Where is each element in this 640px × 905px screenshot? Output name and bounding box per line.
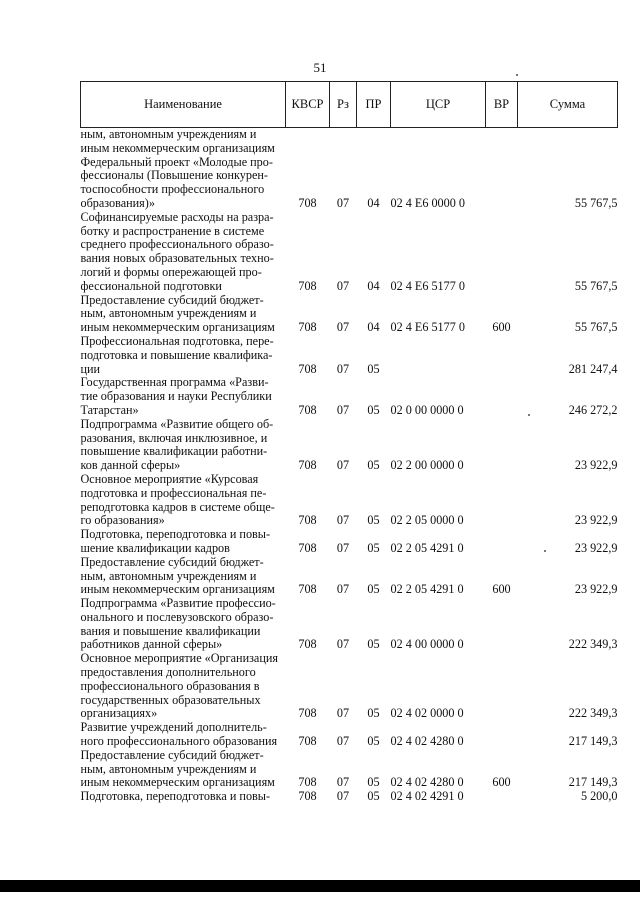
cell-name-line: Предоставление субсидий бюджет- [80, 554, 264, 569]
header-row [81, 82, 618, 128]
cell-name [81, 556, 286, 597]
cell-sum: 55 767,5 [574, 278, 618, 293]
cell-name-line: фессионалы (Повышение конкурен- [80, 168, 268, 183]
cell-pr: 05 [367, 361, 380, 376]
cell-pr [357, 128, 391, 156]
cell-sum: 23 922,9 [574, 582, 618, 597]
cell-kvsr: 708 [298, 540, 317, 555]
cell-name-line: Развитие учреждений дополнитель- [80, 720, 267, 735]
cell-name-line: Софинансируемые расходы на разра- [80, 209, 274, 224]
cell-name [81, 418, 286, 473]
cell-name-line: подготовка и повышение квалифика- [80, 347, 273, 362]
table-row [81, 128, 618, 156]
cell-name-line: ным, автономным учреждениям и [80, 761, 257, 776]
cell-csr: 02 4 02 4280 0 [390, 734, 464, 749]
cell-vr: 600 [492, 320, 511, 335]
cell-kvsr: 708 [298, 320, 317, 335]
table-row [81, 556, 618, 597]
cell-name-line: ного профессионального образования [80, 734, 278, 749]
cell-name [81, 294, 286, 335]
table-row [81, 376, 618, 417]
cell-name-line: повышение квалификации работни- [80, 444, 268, 459]
cell-name-line: Подготовка, переподготовка и повы- [80, 789, 271, 804]
cell-name-line: логий и формы опережающей про- [80, 264, 262, 279]
column-header-kvsr: КВСР [286, 82, 330, 128]
cell-rz: 07 [336, 540, 350, 555]
table-body [81, 128, 618, 805]
cell-kvsr: 708 [298, 775, 317, 790]
cell-pr: 04 [367, 278, 380, 293]
cell-pr: 05 [367, 637, 380, 652]
table-row [81, 418, 618, 473]
cell-name [81, 128, 286, 156]
cell-name [81, 156, 286, 211]
table-row [81, 528, 618, 556]
cell-vr [486, 376, 518, 417]
cell-name-line: ботку и распространение в системе [80, 223, 265, 238]
cell-name-line: ным, автономным учреждениям и [80, 306, 257, 321]
cell-kvsr [286, 128, 330, 156]
cell-sum: 23 922,9 [574, 458, 618, 473]
table-row [81, 294, 618, 335]
cell-name [81, 528, 286, 556]
cell-kvsr: 708 [298, 706, 317, 721]
cell-vr: 600 [492, 582, 511, 597]
cell-name-line: шение квалификации кадров [80, 540, 230, 555]
column-header-rz: Рз [330, 82, 357, 128]
cell-name [81, 790, 286, 804]
cell-vr [486, 597, 518, 652]
cell-name-line: онального и послевузовского образо- [80, 609, 274, 624]
table-row [81, 652, 618, 721]
cell-kvsr: 708 [298, 402, 317, 417]
table-row [81, 156, 618, 211]
cell-pr: 05 [367, 706, 380, 721]
cell-pr: 05 [367, 458, 380, 473]
cell-kvsr: 708 [298, 789, 317, 804]
cell-name-line: вания новых образовательных техно- [80, 251, 274, 266]
cell-rz: 07 [336, 789, 350, 804]
table-row [81, 597, 618, 652]
cell-csr: 02 2 05 4291 0 [390, 540, 464, 555]
cell-sum: 55 767,5 [574, 195, 618, 210]
cell-pr: 05 [367, 734, 380, 749]
cell-name-line: ков данной сферы» [80, 458, 181, 473]
cell-sum: 5 200,0 [580, 789, 618, 804]
cell-name-line: образования)» [80, 195, 155, 210]
cell-rz: 07 [336, 361, 350, 376]
cell-rz: 07 [336, 320, 350, 335]
cell-pr: 04 [367, 195, 380, 210]
cell-name [81, 749, 286, 790]
cell-rz: 07 [336, 637, 350, 652]
scan-border-bar [0, 880, 640, 892]
cell-name-line: фессиональной подготовки [80, 278, 222, 293]
cell-vr [486, 790, 518, 804]
cell-vr [486, 335, 518, 376]
cell-vr [486, 418, 518, 473]
table-row [81, 721, 618, 749]
cell-name [81, 376, 286, 417]
cell-csr [391, 128, 486, 156]
table-row [81, 790, 618, 804]
cell-name [81, 473, 286, 528]
scan-speck [528, 414, 530, 416]
cell-csr: 02 4 Е6 0000 0 [390, 195, 465, 210]
cell-name-line: иным некоммерческим организациям [80, 582, 275, 597]
cell-name [81, 211, 286, 294]
cell-kvsr: 708 [298, 195, 317, 210]
cell-csr [391, 335, 486, 376]
cell-name-line: иным некоммерческим организациям [80, 320, 275, 335]
cell-csr: 02 4 Е6 5177 0 [390, 278, 465, 293]
cell-rz: 07 [336, 775, 350, 790]
cell-sum: 217 149,3 [568, 734, 618, 749]
table-row [81, 335, 618, 376]
cell-rz [330, 128, 357, 156]
cell-name-line: Государственная программа «Разви- [80, 375, 269, 390]
cell-pr: 05 [367, 582, 380, 597]
column-header-csr: ЦСР [391, 82, 486, 128]
cell-name [81, 335, 286, 376]
cell-vr [486, 156, 518, 211]
scan-speck [544, 550, 546, 552]
cell-rz: 07 [336, 278, 350, 293]
column-header-name: Наименование [81, 82, 286, 128]
cell-kvsr: 708 [298, 513, 317, 528]
cell-sum: 222 349,3 [568, 637, 618, 652]
cell-csr: 02 4 02 4280 0 [390, 775, 464, 790]
cell-name-line: Татарстан» [80, 402, 139, 417]
cell-name [81, 721, 286, 749]
cell-csr: 02 4 02 0000 0 [390, 706, 464, 721]
cell-name-line: го образования» [80, 513, 165, 528]
cell-vr [486, 528, 518, 556]
budget-table [80, 81, 618, 804]
cell-name-line: вания и повышение квалификации [80, 623, 261, 638]
cell-name [81, 597, 286, 652]
cell-name [81, 652, 286, 721]
cell-kvsr: 708 [298, 361, 317, 376]
cell-pr: 05 [367, 540, 380, 555]
cell-pr: 04 [367, 320, 380, 335]
cell-kvsr: 708 [298, 734, 317, 749]
cell-csr: 02 4 00 0000 0 [390, 637, 464, 652]
cell-name-line: государственных образовательных [80, 692, 261, 707]
column-header-vr: ВР [486, 82, 518, 128]
cell-vr [486, 128, 518, 156]
cell-kvsr: 708 [298, 637, 317, 652]
cell-name-line: Федеральный проект «Молодые про- [80, 154, 273, 169]
cell-csr: 02 4 Е6 5177 0 [390, 320, 465, 335]
cell-csr: 02 2 00 0000 0 [390, 458, 464, 473]
cell-name-line: работников данной сферы» [80, 637, 223, 652]
cell-pr: 05 [367, 789, 380, 804]
cell-name-line: разования, включая инклюзивное, и [80, 430, 268, 445]
cell-name-line: реподготовка кадров в системе обще- [80, 499, 275, 514]
table-row [81, 749, 618, 790]
cell-name-line: Предоставление субсидий бюджет- [80, 747, 264, 762]
cell-sum: 23 922,9 [574, 513, 618, 528]
cell-rz: 07 [336, 195, 350, 210]
cell-name-line: организациях» [80, 706, 158, 721]
cell-sum: 217 149,3 [568, 775, 618, 790]
cell-pr: 05 [367, 402, 380, 417]
cell-rz: 07 [336, 706, 350, 721]
cell-sum: 23 922,9 [574, 540, 618, 555]
cell-vr [486, 211, 518, 294]
cell-kvsr: 708 [298, 458, 317, 473]
cell-csr: 02 2 05 4291 0 [390, 582, 464, 597]
cell-name-line: подготовка и профессиональная пе- [80, 485, 267, 500]
cell-rz: 07 [336, 458, 350, 473]
cell-name-line: Профессиональная подготовка, пере- [80, 333, 274, 348]
cell-kvsr: 708 [298, 582, 317, 597]
cell-rz: 07 [336, 734, 350, 749]
cell-name-line: предоставления дополнительного [80, 665, 256, 680]
cell-name-line: тоспособности профессионального [80, 182, 265, 197]
cell-name-line: среднего профессионального образо- [80, 237, 274, 252]
cell-vr: 600 [492, 775, 511, 790]
cell-name-line: Предоставление субсидий бюджет- [80, 292, 264, 307]
table-row [81, 211, 618, 294]
cell-pr: 05 [367, 775, 380, 790]
column-header-sum: Сумма [518, 82, 618, 128]
cell-name-line: ным, автономным учреждениям и [80, 127, 257, 141]
cell-vr [486, 652, 518, 721]
cell-name-line: профессионального образования в [80, 678, 260, 693]
cell-rz: 07 [336, 582, 350, 597]
cell-pr: 05 [367, 513, 380, 528]
cell-name-line: Основное мероприятие «Курсовая [80, 471, 259, 486]
cell-vr [486, 473, 518, 528]
cell-name-line: Основное мероприятие «Организация [80, 651, 278, 666]
table-row [81, 473, 618, 528]
cell-sum [518, 128, 618, 156]
cell-name-line: тие образования и науки Республики [80, 389, 272, 404]
cell-name-line: иным некоммерческим организациям [80, 775, 275, 790]
cell-name-line: ции [80, 361, 101, 376]
cell-name-line: Подпрограмма «Развитие общего об- [80, 416, 274, 431]
cell-sum: 281 247,4 [568, 361, 618, 376]
cell-vr [486, 721, 518, 749]
cell-csr: 02 4 02 4291 0 [390, 789, 464, 804]
cell-sum: 55 767,5 [574, 320, 618, 335]
page-number: 51 [313, 60, 327, 75]
cell-csr: 02 0 00 0000 0 [390, 402, 464, 417]
cell-rz: 07 [336, 402, 350, 417]
scan-speck [516, 74, 518, 76]
cell-name-line: Подготовка, переподготовка и повы- [80, 527, 271, 542]
cell-name-line: ным, автономным учреждениям и [80, 568, 257, 583]
cell-kvsr: 708 [298, 278, 317, 293]
cell-name-line: иным некоммерческим организациям [80, 140, 275, 155]
column-header-pr: ПР [357, 82, 391, 128]
cell-csr: 02 2 05 0000 0 [390, 513, 464, 528]
cell-rz: 07 [336, 513, 350, 528]
cell-name-line: Подпрограмма «Развитие профессио- [80, 596, 276, 611]
cell-sum: 222 349,3 [568, 706, 618, 721]
cell-sum: 246 272,2 [568, 402, 618, 417]
